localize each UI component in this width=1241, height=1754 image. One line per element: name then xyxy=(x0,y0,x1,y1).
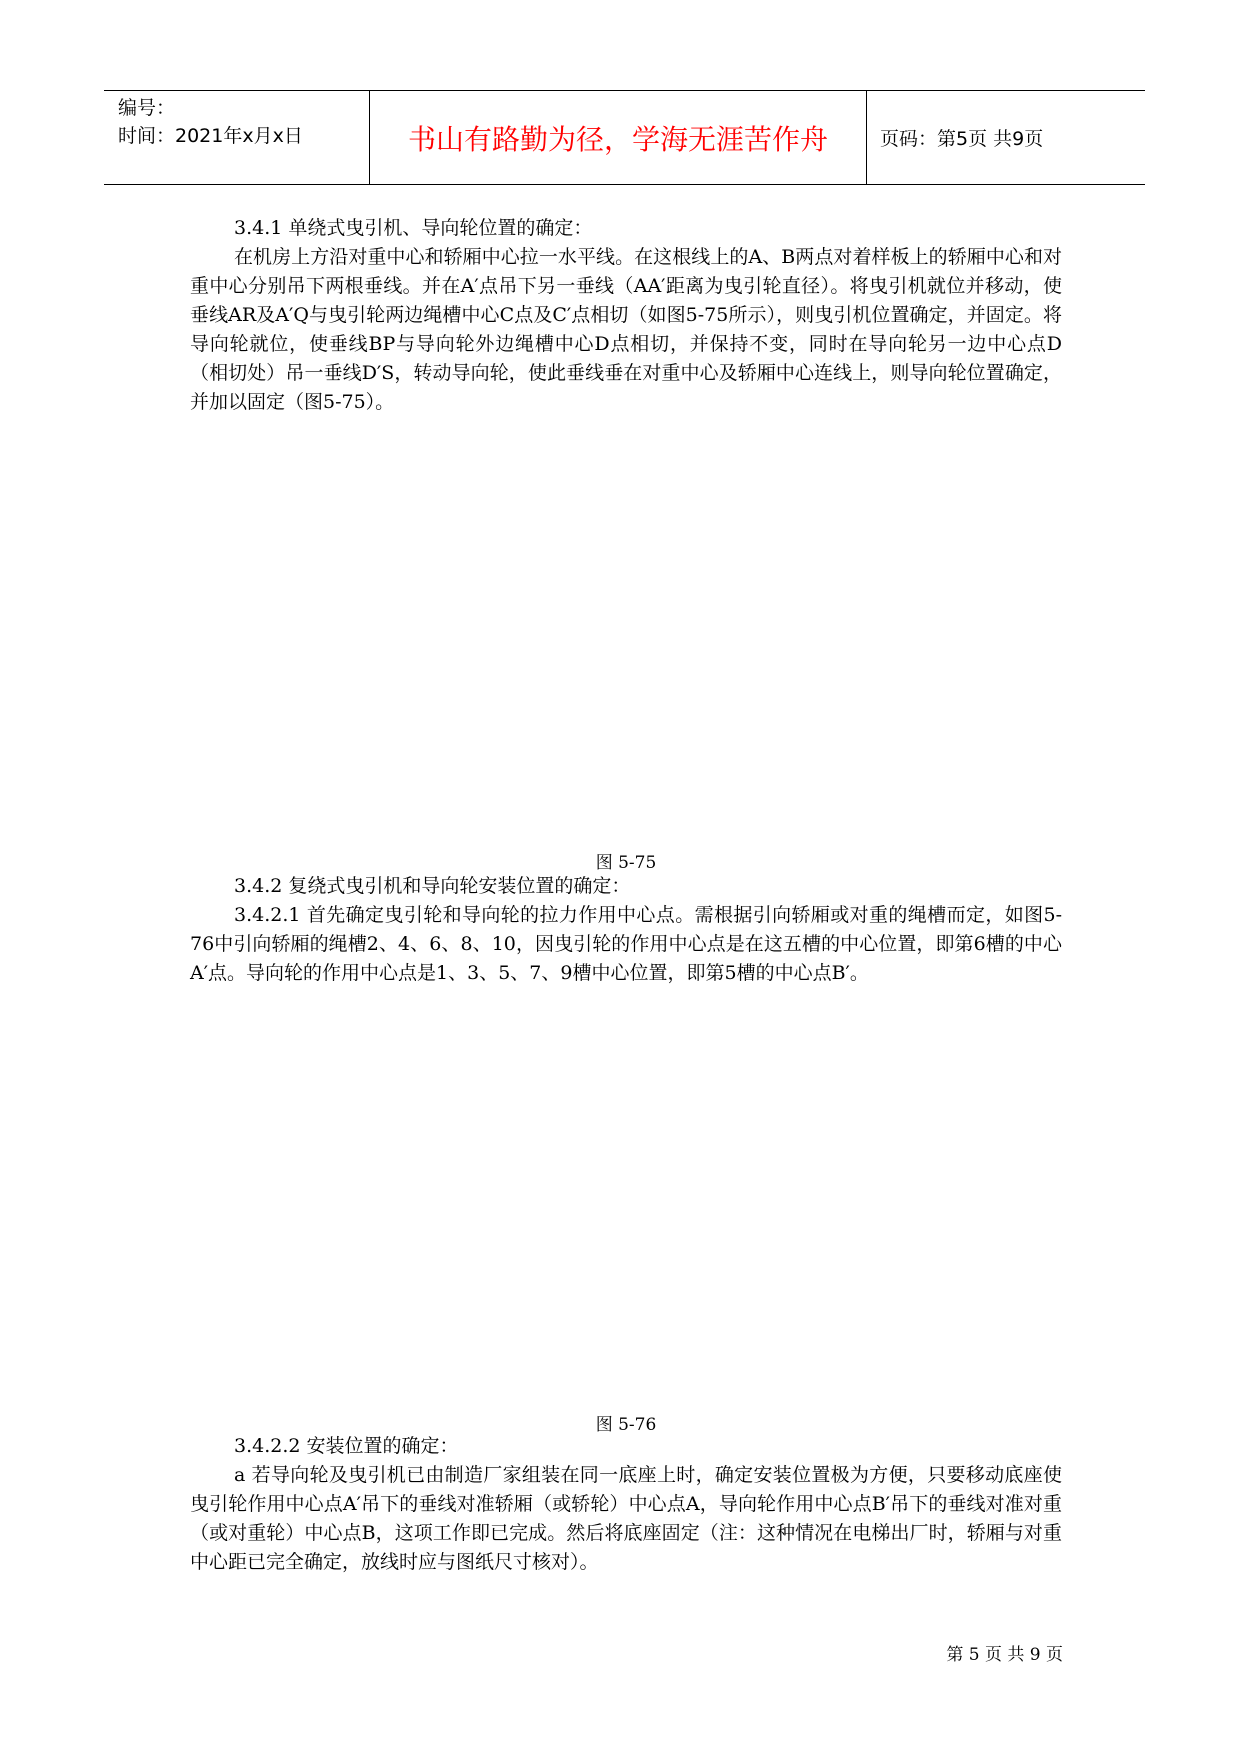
time-label: 时间：2021年x月x日 xyxy=(118,125,303,147)
header-left-cell xyxy=(104,91,369,184)
figure-5-75-area xyxy=(190,450,1062,830)
section-3-4-2-2-heading: 3.4.2.2 安装位置的确定： xyxy=(234,1435,459,1457)
section-3-4-2-2-body: a 若导向轮及曳引机已由制造厂家组装在同一底座上时，确定安装位置极为方便，只要移动底座使曳引轮作用中心点A′吊下的垂线对准轿厢（或轿轮）中心点A，导向轮作用中心点B′吊下的垂线对准对重（或对重轮）中心点B，这项工作即已完成。然后将底座固定（注：这种情况在电梯出厂时，轿厢与对重中心距已完全确定，放线时应与图纸尺寸核对）。 xyxy=(190,1464,1062,1573)
page-footer: 第 5 页 共 9 页 xyxy=(946,1645,1063,1665)
document-header xyxy=(104,90,1145,185)
figure-5-76-caption: 图 5-76 xyxy=(595,1415,657,1435)
motto: 书山有路勤为径，学海无涯苦作舟 xyxy=(369,91,867,184)
number-label: 编号： xyxy=(118,97,176,119)
section-3-4-1-heading: 3.4.1 单绕式曳引机、导向轮位置的确定： xyxy=(234,217,593,239)
section-3-4-2-2 xyxy=(190,1432,1062,1577)
figure-5-76-area xyxy=(190,1010,1062,1390)
figure-5-75-caption: 图 5-75 xyxy=(595,853,657,873)
section-3-4-1-body: 在机房上方沿对重中心和轿厢中心拉一水平线。在这根线上的A、B两点对着样板上的轿厢中心和对重中心分别吊下两根垂线。并在A′点吊下另一垂线（AA′距离为曳引轮直径）。将曳引机就位并移动，使垂线AR及A′Q与曳引轮两边绳槽中心C点及C′点相切（如图5-75所示），则曳引机位置确定，并固定。将导向轮就位，使垂线BP与导向轮外边绳槽中心D点相切，并保持不变，同时在导向轮另一边中心点D（相切处）吊一垂线D′S，转动导向轮，使此垂线垂在对重中心及轿厢中心连线上，则导向轮位置确定，并加以固定（图5-75）。 xyxy=(190,246,1062,413)
header-page-label: 页码：第5页 共9页 xyxy=(880,128,1044,150)
section-3-4-2 xyxy=(190,872,1062,988)
header-page-cell xyxy=(866,91,1145,184)
section-3-4-2-heading: 3.4.2 复绕式曳引机和导向轮安装位置的确定： xyxy=(234,875,631,897)
section-3-4-1 xyxy=(190,214,1062,417)
section-3-4-2-1-body: 3.4.2.1 首先确定曳引轮和导向轮的拉力作用中心点。需根据引向轿厢或对重的绳槽而定，如图5-76中引向轿厢的绳槽2、4、6、8、10，因曳引轮的作用中心点是在这五槽的中心位置，即第6槽的中心A′点。导向轮的作用中心点是1、3、5、7、9槽中心位置，即第5槽的中心点B′。 xyxy=(190,904,1062,984)
